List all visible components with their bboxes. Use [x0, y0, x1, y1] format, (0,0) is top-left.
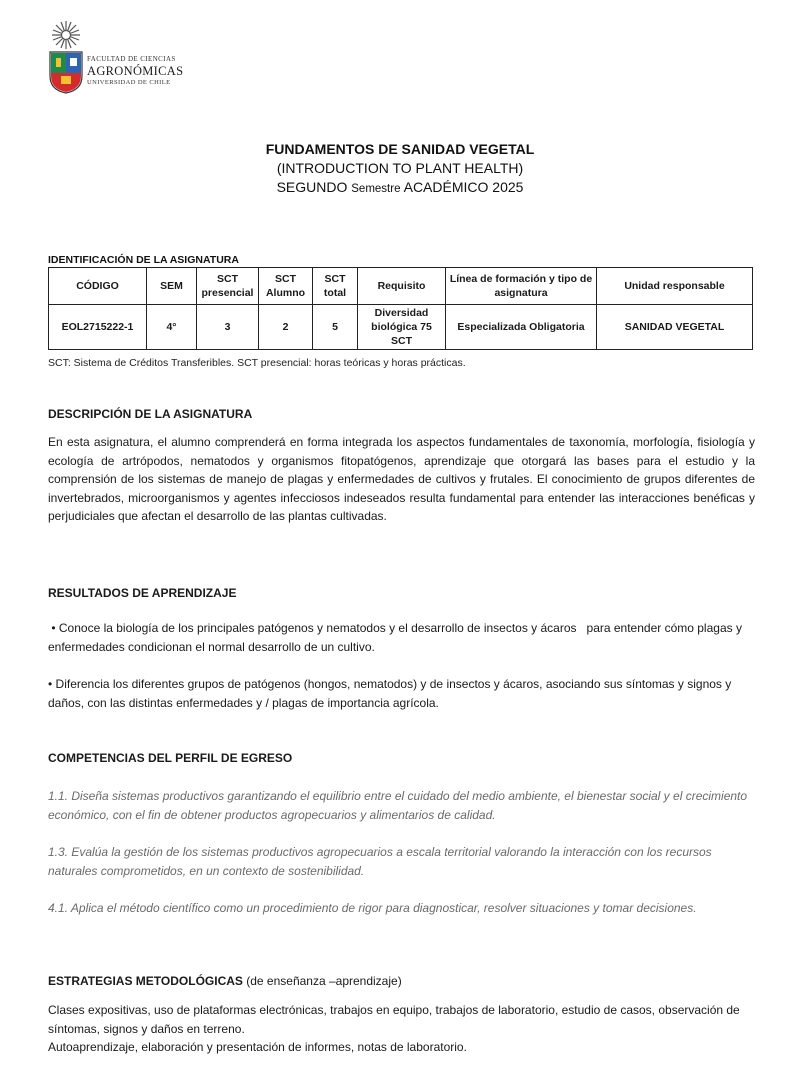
- table-cell: SANIDAD VEGETAL: [597, 305, 753, 350]
- competency-item: 1.3. Evalúa la gestión de los sistemas productivos agropecuarios a escala territorial valorando la interacción con los recursos naturales comprometidos, en un contexto de sostenibilidad.: [48, 845, 712, 878]
- col-header: SCT presencial: [197, 268, 259, 305]
- faculty-name: [87, 56, 183, 86]
- learning-outcomes-heading: RESULTADOS DE APRENDIZAJE: [48, 586, 237, 600]
- col-header: CÓDIGO: [49, 268, 147, 305]
- table-header-row: [49, 268, 753, 305]
- university-seal-icon: [48, 18, 88, 96]
- identification-table: [48, 267, 753, 350]
- strategies-line-2: Autoaprendizaje, elaboración y presentación de informes, notas de laboratorio.: [48, 1040, 467, 1055]
- table-cell: 4°: [147, 305, 197, 350]
- table-cell: Diversidad biológica 75 SCT: [358, 305, 446, 350]
- description-text: En esta asignatura, el alumno comprenderá en forma integrada los aspectos fundamentales de taxonomía, morfología, fisiología y ecología de artrópodos, nematodos y organismos fitopatógenos, aprendizaje que otorgará las bases para el estudio y la comprensión de los sistemas de manejo de plagas y enfermedades de cultivos y frutales. El conocimiento de grupos diferentes de invertebrados, microorganismos y agentes infecciosos indeseados resulta fundamental para entender las interacciones benéficas y perjudiciales que afectan el desarrollo de las plantas cultivadas.: [48, 435, 755, 524]
- col-header: SCT Alumno: [259, 268, 313, 305]
- table-cell: Especializada Obligatoria: [446, 305, 597, 350]
- semester-part-2: Semestre: [351, 183, 401, 195]
- semester-part-3: ACADÉMICO 2025: [400, 179, 524, 195]
- competency-item: 4.1. Aplica el método científico como un procedimiento de rigor para diagnosticar, resolver situaciones y tomar decisiones.: [48, 901, 697, 915]
- col-header: SEM: [147, 268, 197, 305]
- table-cell: 5: [313, 305, 358, 350]
- strategies-heading-bold: ESTRATEGIAS METODOLÓGICAS: [48, 974, 243, 988]
- logo-line-2: AGRONÓMICAS: [87, 64, 184, 78]
- course-title-block: [0, 140, 800, 199]
- logo-line-3: UNIVERSIDAD DE CHILE: [87, 78, 171, 86]
- col-header: Requisito: [358, 268, 446, 305]
- col-header: SCT total: [313, 268, 358, 305]
- table-row: [49, 305, 753, 350]
- competency-item: 1.1. Diseña sistemas productivos garantizando el equilibrio entre el cuidado del medio ambiente, el bienestar social y el crecimiento económico, con el fin de obtener productos agropecuarios y alimentarios de calidad.: [48, 789, 748, 822]
- faculty-logo: [48, 18, 184, 96]
- strategies-heading-rest: (de enseñanza –aprendizaje): [242, 974, 402, 988]
- description-heading: DESCRIPCIÓN DE LA ASIGNATURA: [48, 407, 253, 421]
- competencies-heading: COMPETENCIAS DEL PERFIL DE EGRESO: [48, 751, 293, 765]
- logo-line-1: FACULTAD DE CIENCIAS: [87, 55, 176, 63]
- col-header: Línea de formación y tipo de asignatura: [446, 268, 597, 305]
- col-header: Unidad responsable: [597, 268, 753, 305]
- course-title: FUNDAMENTOS DE SANIDAD VEGETAL: [265, 141, 535, 157]
- semester-part-1: SEGUNDO: [276, 179, 352, 195]
- identification-heading: IDENTIFICACIÓN DE LA ASIGNATURA: [48, 254, 239, 266]
- table-cell: EOL2715222-1: [49, 305, 147, 350]
- learning-outcome-item: • Conoce la biología de los principales patógenos y nematodos y el desarrollo de insectos y ácaros para entender cómo plagas y enfermedades condicionan el normal desarrollo de un cultivo.: [48, 621, 746, 654]
- strategies-text: [48, 1001, 755, 1057]
- strategies-heading: [48, 974, 402, 988]
- course-subtitle: (INTRODUCTION TO PLANT HEALTH): [276, 160, 524, 176]
- learning-outcome-item: • Diferencia los diferentes grupos de patógenos (hongos, nematodos) y de insectos y ácaros, asociando sus síntomas y signos y daños, con las distintas enfermedades y / plagas de importancia agrícola.: [48, 677, 732, 710]
- table-cell: 2: [259, 305, 313, 350]
- table-cell: 3: [197, 305, 259, 350]
- sct-note: SCT: Sistema de Créditos Transferibles. SCT presencial: horas teóricas y horas prácticas.: [48, 357, 466, 369]
- semester-line: [0, 178, 800, 199]
- strategies-line-1: Clases expositivas, uso de plataformas electrónicas, trabajos en equipo, trabajos de laboratorio, estudio de casos, observación de síntomas, signos y daños en terreno.: [48, 1003, 740, 1036]
